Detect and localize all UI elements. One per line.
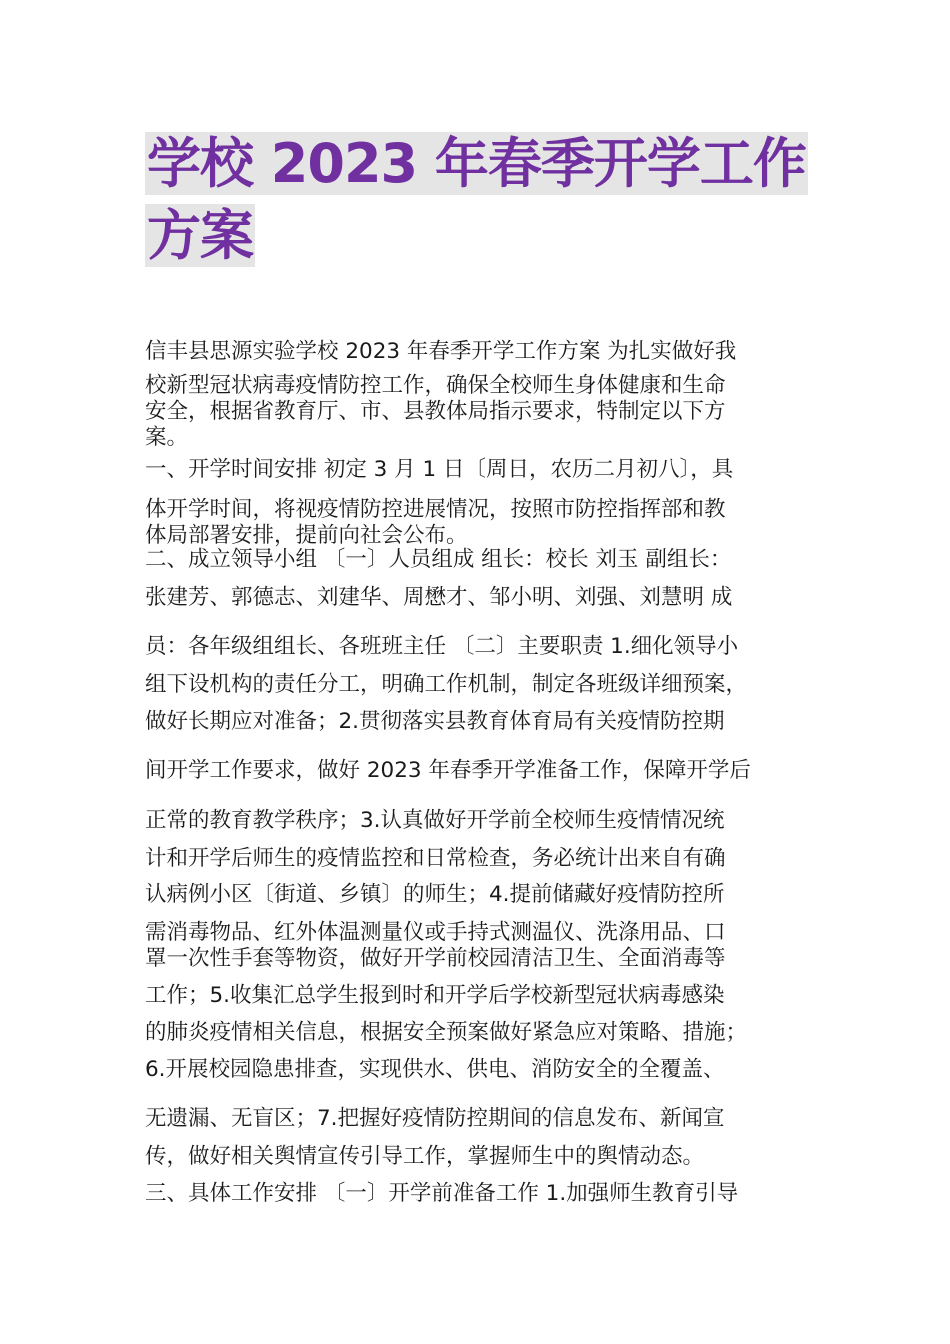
body-line: 体局部署安排，提前向社会公布。 — [145, 523, 468, 548]
body-line: 员：各年级组组长、各班班主任 〔二〕主要职责 1.细化领导小 — [145, 634, 739, 659]
body-line: 一、开学时间安排 初定 3 月 1 日〔周日，农历二月初八〕，具 — [145, 457, 734, 482]
body-line: 认病例小区〔街道、乡镇〕的师生；4.提前储藏好疫情防控所 — [145, 882, 725, 907]
body-line: 信丰县思源实验学校 2023 年春季开学工作方案 为扎实做好我 — [145, 339, 737, 364]
body-line: 无遗漏、无盲区；7.把握好疫情防控期间的信息发布、新闻宣 — [145, 1106, 725, 1131]
body-line: 间开学工作要求，做好 2023 年春季开学准备工作，保障开学后 — [145, 758, 751, 783]
body-line: 正常的教育教学秩序；3.认真做好开学前全校师生疫情情况统 — [145, 808, 725, 833]
title-line-2-text: 方案 — [147, 204, 253, 267]
body-line: 案。 — [145, 425, 189, 450]
body-line: 体开学时间，将视疫情防控进展情况，按照市防控指挥部和教 — [145, 497, 726, 522]
body-line: 安全，根据省教育厅、市、县教体局指示要求，特制定以下方 — [145, 399, 726, 424]
body-line: 校新型冠状病毒疫情防控工作，确保全校师生身体健康和生命 — [145, 373, 726, 398]
title-line-1 — [145, 128, 825, 200]
body-line: 二、成立领导小组 〔一〕人员组成 组长：校长 刘玉 副组长： — [145, 547, 732, 572]
title-line-1-text: 学校 2023 年春季开学工作 — [147, 132, 806, 195]
title-line-2 — [145, 200, 825, 272]
body-line: 工作；5.收集汇总学生报到时和开学后学校新型冠状病毒感染 — [145, 983, 725, 1008]
body-line: 组下设机构的责任分工，明确工作机制，制定各班级详细预案， — [145, 672, 748, 697]
body-line: 三、具体工作安排 〔一〕开学前准备工作 1.加强师生教育引导 — [145, 1181, 739, 1206]
body-line: 做好长期应对准备；2.贯彻落实县教育体育局有关疫情防控期 — [145, 709, 725, 734]
document-title — [145, 128, 825, 272]
body-line: 的肺炎疫情相关信息，根据安全预案做好紧急应对策略、措施； — [145, 1020, 748, 1045]
body-line: 计和开学后师生的疫情监控和日常检查，务必统计出来自有确 — [145, 846, 726, 871]
body-line: 6.开展校园隐患排查，实现供水、供电、消防安全的全覆盖、 — [145, 1057, 725, 1082]
body-line: 罩一次性手套等物资，做好开学前校园清洁卫生、全面消毒等 — [145, 946, 726, 971]
body-line: 传，做好相关舆情宣传引导工作，掌握师生中的舆情动态。 — [145, 1144, 705, 1169]
body-line: 张建芳、郭德志、刘建华、周懋才、邹小明、刘强、刘慧明 成 — [145, 585, 733, 610]
body-line: 需消毒物品、红外体温测量仪或手持式测温仪、洗涤用品、口 — [145, 920, 726, 945]
